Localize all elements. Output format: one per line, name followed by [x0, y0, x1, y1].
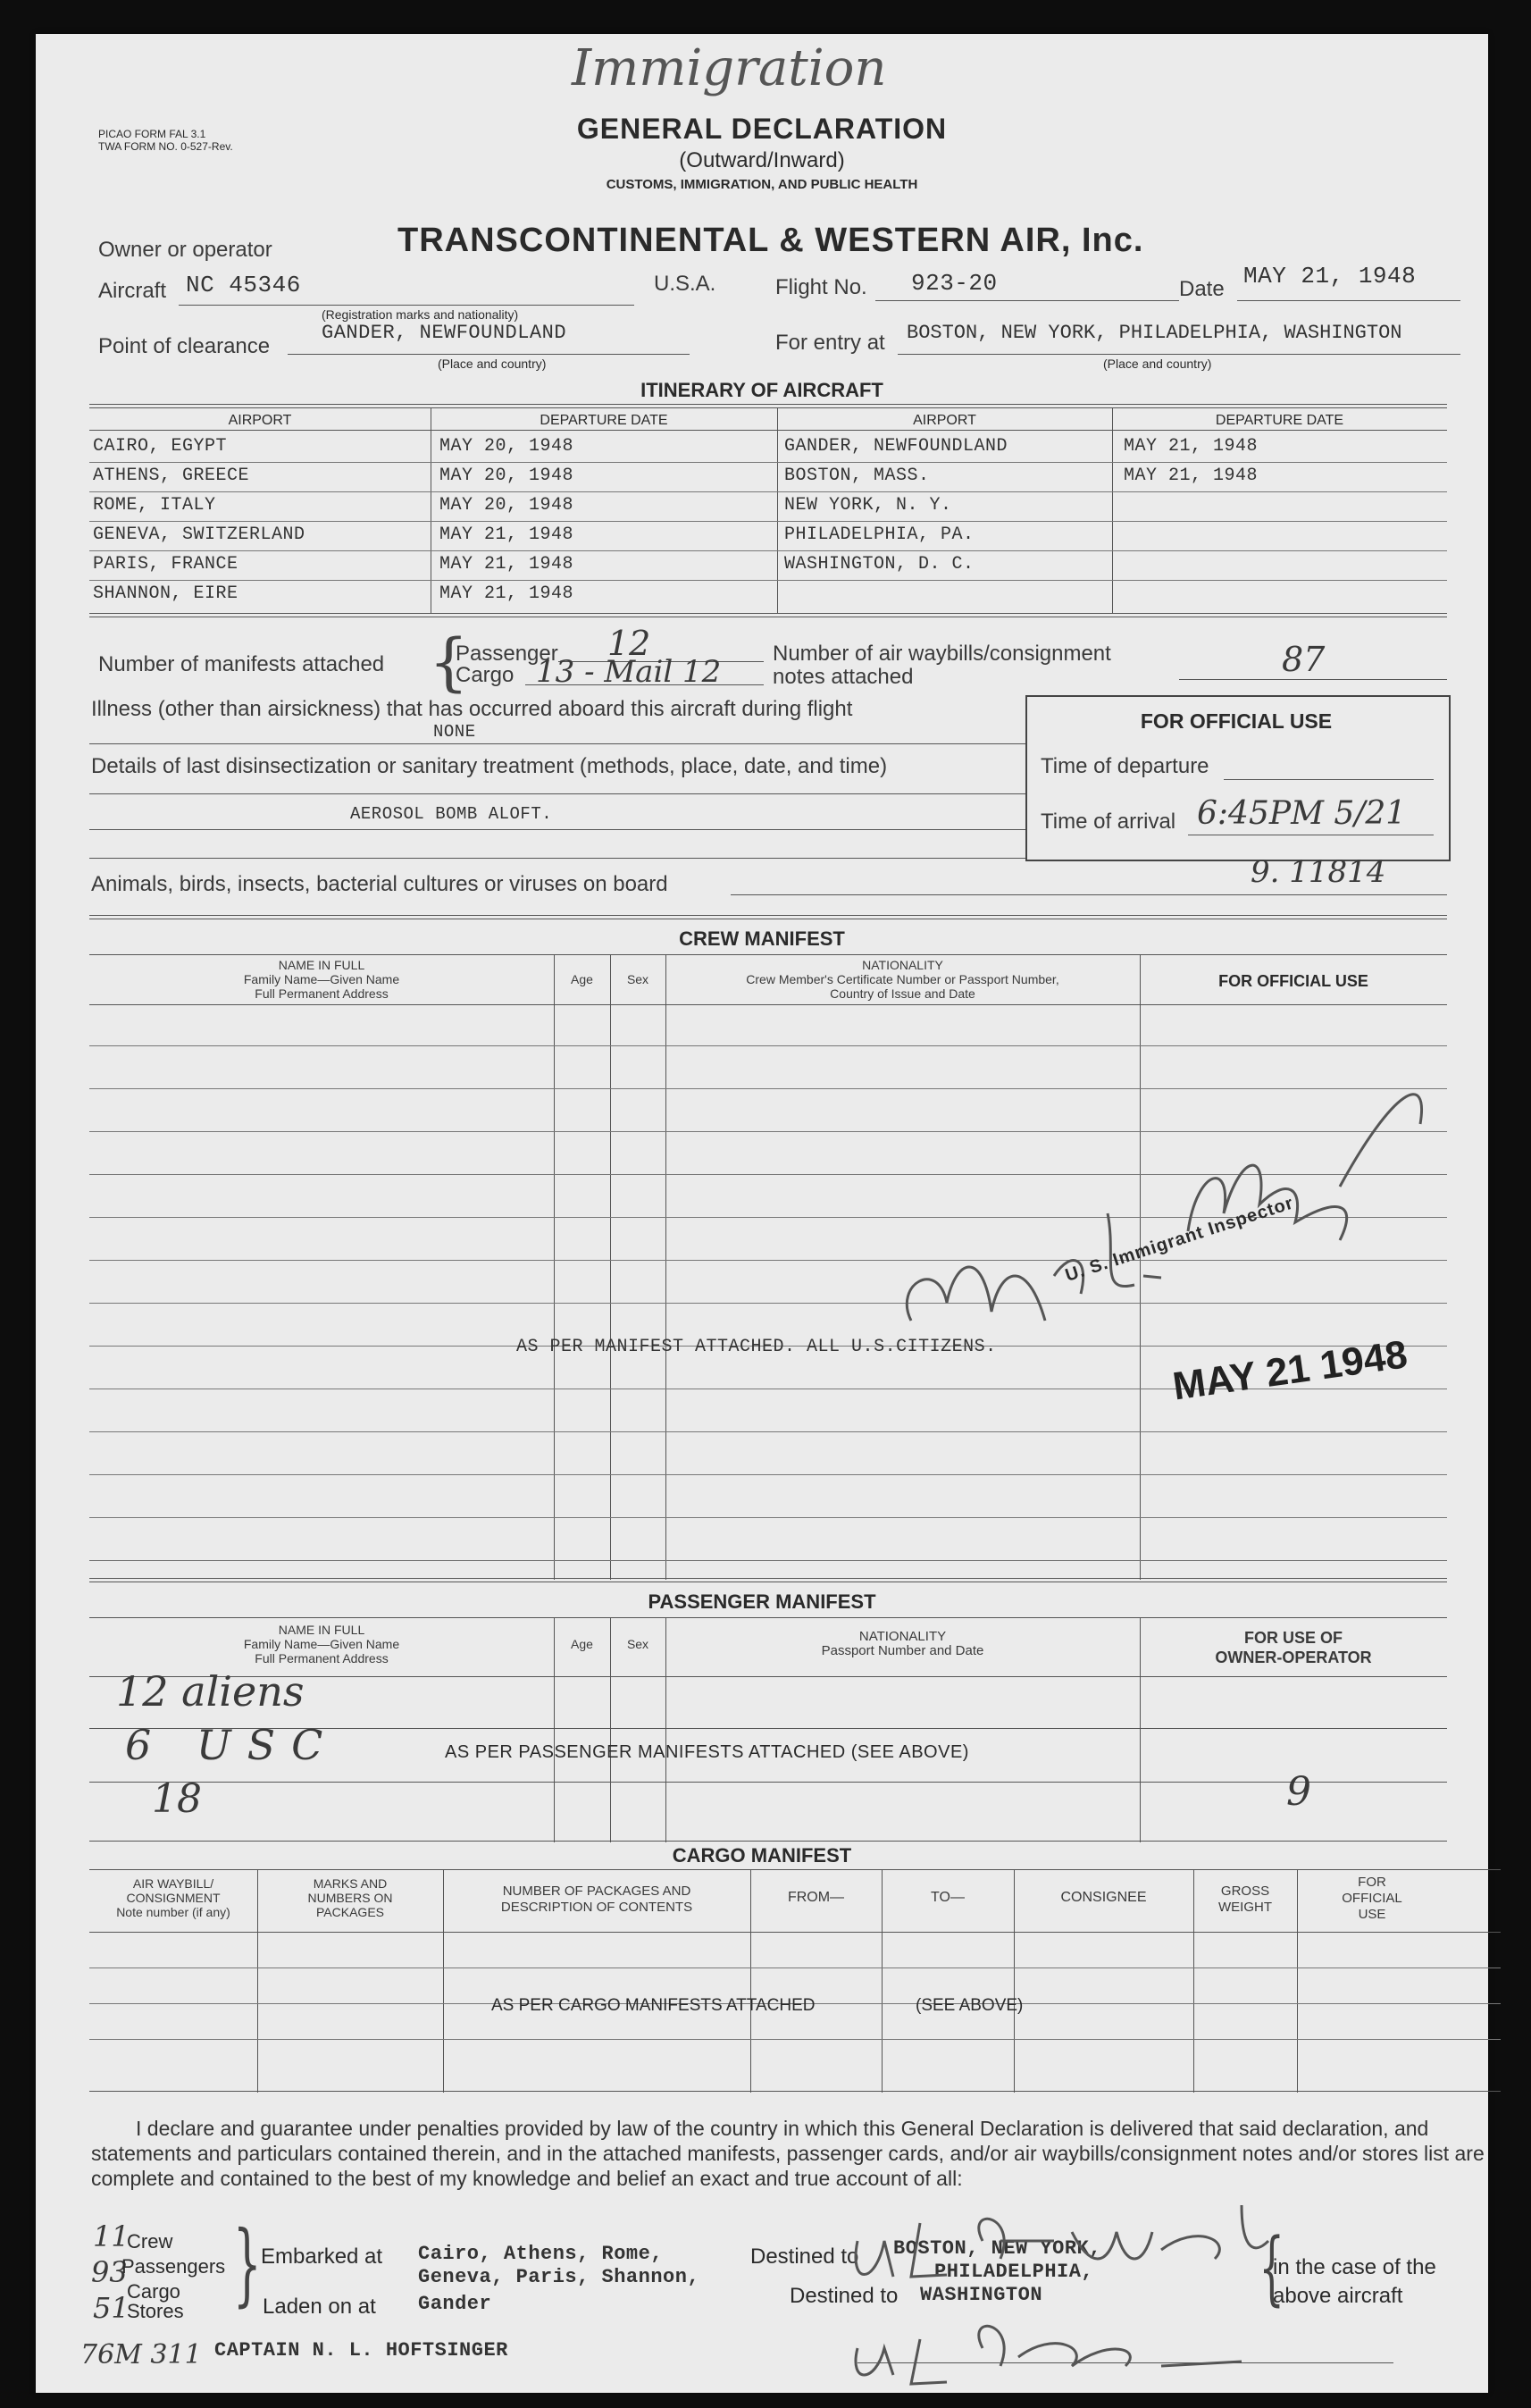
itinerary-left-date: MAY 21, 1948: [439, 583, 574, 604]
passenger-col-name: NAME IN FULL Family Name—Given Name Full Permanent Address: [243, 1623, 400, 1665]
passenger-col-nationality: NATIONALITY Passport Number and Date: [821, 1629, 984, 1658]
declaration-brace: }: [232, 2211, 262, 2316]
disinsect-label: Details of last disinsectization or sanitary treatment (methods, place, date, and time): [91, 754, 888, 778]
passenger-hw-aliens: 12 aliens: [116, 1667, 305, 1716]
illness-label: Illness (other than airsickness) that has occurred aboard this aircraft during flight: [91, 697, 853, 721]
crew-row-line: [89, 1474, 1447, 1475]
passenger-col-sex: Sex: [626, 1637, 649, 1651]
crew-col-name: NAME IN FULL Family Name—Given Name Full Permanent Address: [243, 958, 400, 1001]
destined-value-2: PHILADELPHIA,: [934, 2261, 1094, 2283]
crew-col-age: Age: [571, 972, 593, 986]
destined-value-1: BOSTON, NEW YORK,: [893, 2237, 1101, 2260]
itin-col-airport-left: AIRPORT: [228, 413, 292, 428]
cargo-col-to: TO—: [931, 1890, 965, 1905]
crew-row-line: [89, 1560, 1447, 1561]
itinerary-left-airport: ATHENS, GREECE: [93, 466, 250, 486]
itinerary-row-line: [89, 580, 1447, 581]
itinerary-right-airport: BOSTON, MASS.: [784, 466, 930, 486]
aircraft-country: U.S.A.: [654, 272, 716, 296]
itinerary-left-date: MAY 20, 1948: [439, 436, 574, 457]
captain-name: CAPTAIN N. L. HOFTSINGER: [214, 2339, 508, 2362]
handwritten-title: Immigration: [572, 39, 887, 97]
passenger-col-owner: FOR USE OF OWNER-OPERATOR: [1215, 1629, 1372, 1666]
clearance-note: (Place and country): [438, 357, 547, 371]
passenger-hw-total: 18: [152, 1776, 202, 1822]
passengers-label: Passengers: [121, 2255, 226, 2278]
date-value: MAY 21, 1948: [1243, 263, 1417, 289]
flight-number: 923-20: [911, 270, 998, 297]
aircraft-value: NC 45346: [186, 272, 301, 298]
cargo-count-hw: 51: [93, 2291, 130, 2325]
crew-col-nationality: NATIONALITY Crew Member's Certificate Number or Passport Number, Country of Issue and Date: [746, 958, 1059, 1001]
crew-note: AS PER MANIFEST ATTACHED. ALL U.S.CITIZENS.: [516, 1337, 997, 1357]
bottom-note-hw: 76M 311: [80, 2339, 202, 2370]
date-stamp: MAY 21 1948: [1170, 1332, 1410, 1409]
owner-value: TRANSCONTINENTAL & WESTERN AIR, Inc.: [397, 222, 1144, 259]
passenger-hw-owner: 9: [1286, 1769, 1311, 1815]
itinerary-right-airport: PHILADELPHIA, PA.: [784, 524, 975, 545]
crew-col-sex: Sex: [626, 972, 649, 986]
passenger-manifest-title: PASSENGER MANIFEST: [648, 1590, 876, 1613]
form-subtitle-2: CUSTOMS, IMMIGRATION, AND PUBLIC HEALTH: [606, 177, 918, 192]
official-use-title: FOR OFFICIAL USE: [1140, 709, 1333, 733]
crew-manifest-title: CREW MANIFEST: [679, 927, 845, 950]
crew-col-official: FOR OFFICIAL USE: [1218, 972, 1368, 990]
arrival-time-label: Time of arrival: [1041, 810, 1176, 834]
passenger-note: AS PER PASSENGER MANIFESTS ATTACHED (SEE ABOVE): [445, 1742, 969, 1762]
itinerary-left-airport: ROME, ITALY: [93, 495, 216, 516]
passenger-hw-usc: 6 USC: [125, 1721, 339, 1769]
entry-value: BOSTON, NEW YORK, PHILADELPHIA, WASHINGTON: [907, 322, 1402, 344]
itinerary-right-date: MAY 21, 1948: [1124, 436, 1259, 457]
destined-label-1: Destined to: [750, 2244, 859, 2269]
destined-value-3: WASHINGTON: [920, 2284, 1043, 2306]
itinerary-right-date: MAY 21, 1948: [1124, 466, 1259, 486]
itinerary-left-airport: GENEVA, SWITZERLAND: [93, 524, 305, 545]
crew-row-line: [89, 1045, 1447, 1046]
itin-col-departure-left: DEPARTURE DATE: [540, 413, 668, 428]
clearance-label: Point of clearance: [98, 334, 271, 358]
clearance-value: GANDER, NEWFOUNDLAND: [322, 322, 567, 344]
form-code-1: PICAO FORM FAL 3.1: [98, 128, 206, 140]
laden-label: Laden on at: [263, 2295, 376, 2319]
disinsect-value: AEROSOL BOMB ALOFT.: [350, 804, 553, 824]
cargo-col-official: FOR OFFICIAL USE: [1342, 1875, 1402, 1922]
entry-note: (Place and country): [1103, 357, 1212, 371]
itinerary-left-airport: PARIS, FRANCE: [93, 554, 238, 575]
laden-value: Gander: [418, 2293, 492, 2315]
cargo-col-marks: MARKS AND NUMBERS ON PACKAGES: [307, 1876, 393, 1919]
waybill-label-1: Number of air waybills/consignment: [773, 642, 1111, 666]
embarked-value-2: Geneva, Paris, Shannon,: [418, 2266, 700, 2288]
cargo-label: Cargo: [127, 2280, 180, 2303]
inspector-stamp: U. S. Immigrant Inspector: [1063, 1193, 1296, 1286]
embarked-label: Embarked at: [261, 2244, 383, 2269]
itinerary-row-line: [89, 491, 1447, 492]
official-note-value: 9. 11814: [1251, 854, 1386, 890]
itinerary-left-date: MAY 20, 1948: [439, 495, 574, 516]
cargo-note-2: (SEE ABOVE): [916, 1996, 1024, 2015]
cargo-col-consignee: CONSIGNEE: [1060, 1890, 1147, 1905]
itinerary-title: ITINERARY OF AIRCRAFT: [640, 379, 883, 401]
waybill-label-2: notes attached: [773, 665, 914, 689]
passenger-col-age: Age: [571, 1637, 593, 1651]
stores-label: Stores: [127, 2300, 184, 2322]
form-subtitle: (Outward/Inward): [679, 148, 845, 172]
crew-count-hw: 11: [93, 2219, 130, 2253]
cargo-note-1: AS PER CARGO MANIFESTS ATTACHED: [491, 1996, 816, 2015]
cargo-count: 13 - Mail 12: [536, 654, 722, 690]
itinerary-left-date: MAY 21, 1948: [439, 554, 574, 575]
itinerary-left-airport: SHANNON, EIRE: [93, 583, 238, 604]
manifests-brace: {: [429, 625, 469, 699]
form-code-2: TWA FORM NO. 0-527-Rev.: [98, 140, 233, 153]
aircraft-label: Aircraft: [98, 279, 167, 303]
passenger-label: Passenger: [456, 642, 558, 666]
destined-label-2: Destined to: [790, 2284, 899, 2308]
flight-label: Flight No.: [775, 275, 867, 299]
passengers-count-hw: 93: [91, 2255, 128, 2289]
itinerary-row-line: [89, 550, 1447, 551]
crew-label: Crew: [127, 2230, 173, 2253]
inspector-signature: [840, 1053, 1447, 1374]
form-title: GENERAL DECLARATION: [576, 113, 948, 145]
case-label-1: in the case of the: [1273, 2255, 1436, 2279]
cargo-col-gross: GROSS WEIGHT: [1218, 1884, 1272, 1915]
declaration-form: [36, 34, 1488, 2393]
itinerary-left-date: MAY 21, 1948: [439, 524, 574, 545]
crew-row-line: [89, 1517, 1447, 1518]
animals-label: Animals, birds, insects, bacterial cultures or viruses on board: [91, 872, 668, 896]
manifests-label: Number of manifests attached: [98, 652, 385, 676]
cargo-col-number: NUMBER OF PACKAGES AND DESCRIPTION OF CONTENTS: [500, 1884, 693, 1915]
illness-value: NONE: [433, 722, 476, 742]
itinerary-right-airport: WASHINGTON, D. C.: [784, 554, 975, 575]
itinerary-right-airport: NEW YORK, N. Y.: [784, 495, 952, 516]
entry-label: For entry at: [775, 331, 885, 355]
itinerary-row-line: [89, 462, 1447, 463]
itinerary-left-date: MAY 20, 1948: [439, 466, 574, 486]
crew-row-line: [89, 1431, 1447, 1432]
departure-time-label: Time of departure: [1041, 754, 1209, 778]
aircraft-note: (Registration marks and nationality): [322, 307, 519, 322]
cargo-col-waybill: AIR WAYBILL/ CONSIGNMENT Note number (if any): [116, 1876, 230, 1919]
cargo-label: Cargo: [456, 663, 515, 687]
itinerary-right-airport: GANDER, NEWFOUNDLAND: [784, 436, 1008, 457]
itin-col-airport-right: AIRPORT: [913, 413, 976, 428]
cargo-manifest-title: CARGO MANIFEST: [672, 1844, 852, 1867]
itinerary-left-airport: CAIRO, EGYPT: [93, 436, 228, 457]
case-brace: {: [1259, 2221, 1284, 2315]
declaration-text: I declare and guarantee under penalties provided by law of the country in which this General Declaration is delivered that said declaration, and statements and particulars contained therein, and in the attached manifests, passenger cards, and/or air waybills/consignment notes and/or stores list are complete and contained to the best of my knowledge and belief an exact and true account of all:: [91, 2117, 1485, 2190]
itin-col-departure-right: DEPARTURE DATE: [1215, 413, 1344, 428]
case-label-2: above aircraft: [1273, 2284, 1403, 2308]
embarked-value-1: Cairo, Athens, Rome,: [418, 2243, 664, 2265]
cargo-col-from: FROM—: [787, 1890, 845, 1905]
owner-label: Owner or operator: [98, 238, 272, 262]
arrival-time-value: 6:45PM 5/21: [1197, 795, 1407, 832]
date-label: Date: [1179, 277, 1225, 301]
itinerary-row-line: [89, 521, 1447, 522]
waybill-count: 87: [1282, 640, 1326, 679]
passenger-count: 12: [607, 624, 651, 663]
